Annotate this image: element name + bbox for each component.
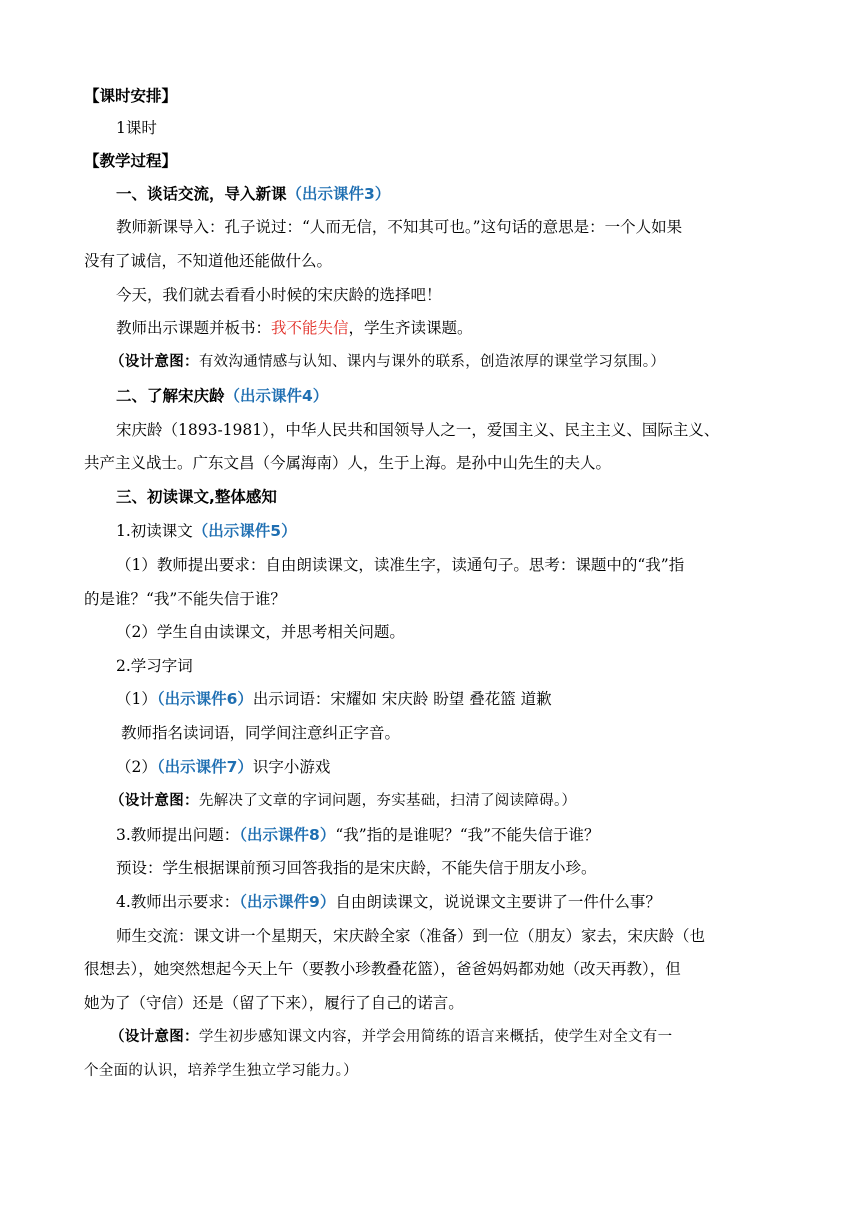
part3-s2-p1-text: 出示词语：宋耀如 宋庆龄 盼望 叠花篮 道歉 <box>252 690 552 708</box>
part3-s1-p1-line1: （1）教师提出要求：自由朗读课文，读准生字，读通句子。思考：课题中的“我”指 <box>116 556 685 574</box>
lesson-title-highlight: 我不能失信 <box>271 319 349 337</box>
lesson-schedule-heading: 【课时安排】 <box>84 87 178 105</box>
part3-s2-title: 2.学习字词 <box>116 657 193 675</box>
part3-design-intent-3-line2: 个全面的认识，培养学生独立学习能力。） <box>84 1063 358 1079</box>
part3-design-intent-3-line1 <box>110 1026 672 1048</box>
part1-paragraph1-line1: 教师新课导入：孔子说过：“人而无信，不知其可也。”这句话的意思是：一个人如果 <box>116 218 683 236</box>
part3-s3-preset: 预设：学生根据课前预习回答我指的是宋庆龄，不能失信于朋友小珍。 <box>116 859 597 877</box>
part1-paragraph3 <box>116 317 473 339</box>
part3-s4-line3: 她为了（守信）还是（留了下来），履行了自己的诺言。 <box>84 994 464 1012</box>
design-intent-label: （设计意图： <box>110 353 199 370</box>
teaching-process-heading: 【教学过程】 <box>84 152 178 170</box>
part3-s3-text: “我”指的是谁呢？“我”不能失信于谁？ <box>335 826 600 844</box>
part3-s3-ref: （出示课件8） <box>239 826 336 844</box>
part1-p3-suffix: ，学生齐读课题。 <box>348 319 473 337</box>
lesson-schedule-content: 1课时 <box>116 119 157 137</box>
part3-s4-line1: 师生交流：课文讲一个星期天，宋庆龄全家（准备）到一位（朋友）家去，宋庆龄（也 <box>116 927 706 945</box>
part3-s2-p2-ref: （出示课件7） <box>156 758 253 776</box>
part2-title: 二、了解宋庆龄 <box>116 387 225 405</box>
part2-line1: 宋庆龄（1893-1981），中华人民共和国领导人之一，爱国主义、民主主义、国际主义、 <box>116 421 720 439</box>
part1-design-intent <box>110 351 665 373</box>
part3-s1-ref: （出示课件5） <box>192 522 297 540</box>
design-intent-text: 学生初步感知课文内容，并学会用简练的语言来概括，使学生对全文有一 <box>198 1029 673 1045</box>
part3-s2-p1b: 教师指名读词语，同学间注意纠正字音。 <box>121 724 401 742</box>
part3-s2-p2 <box>116 756 330 778</box>
part1-title-line <box>116 183 390 205</box>
part3-s3 <box>116 824 600 846</box>
part3-s4-prefix: 4.教师出示要求： <box>116 893 240 911</box>
part1-ref: （出示课件3） <box>286 185 391 203</box>
part3-s1-p1-line2: 的是谁？“我”不能失信于谁？ <box>84 590 286 608</box>
part3-s1-p2: （2）学生自由读课文，并思考相关问题。 <box>116 623 405 641</box>
part1-paragraph2: 今天，我们就去看看小时候的宋庆龄的选择吧！ <box>116 286 442 304</box>
part1-title: 一、谈话交流，导入新课 <box>116 185 287 203</box>
part1-p3-prefix: 教师出示课题并板书： <box>116 319 272 337</box>
part2-ref: （出示课件4） <box>224 387 329 405</box>
part3-s3-prefix: 3.教师提出问题： <box>116 826 240 844</box>
design-intent-text: 先解决了文章的字词问题，夯实基础，扫清了阅读障碍。） <box>198 793 577 809</box>
design-intent-label: （设计意图： <box>110 792 199 809</box>
part3-s2-p2-prefix: （2） <box>116 758 157 776</box>
design-intent-label: （设计意图： <box>110 1028 199 1045</box>
part3-s2-p1-ref: （出示课件6） <box>156 690 253 708</box>
part3-s4 <box>116 891 661 913</box>
part3-s2-p1-prefix: （1） <box>116 690 157 708</box>
part3-s1-title: 1.初读课文 <box>116 522 193 540</box>
part3-title: 三、初读课文,整体感知 <box>116 488 277 506</box>
part3-s4-text: 自由朗读课文，说说课文主要讲了一件什么事？ <box>335 893 661 911</box>
part3-design-intent-2 <box>110 790 576 812</box>
part3-s1-title-line <box>116 520 297 542</box>
part3-s2-p2-text: 识字小游戏 <box>252 758 331 776</box>
part3-s4-ref: （出示课件9） <box>239 893 336 911</box>
part1-paragraph1-line2: 没有了诚信，不知道他还能做什么。 <box>84 252 333 270</box>
part2-title-line <box>116 385 328 407</box>
part2-line2: 共产主义战士。广东文昌（今属海南）人，生于上海。是孙中山先生的夫人。 <box>84 454 612 472</box>
design-intent-text: 有效沟通情感与认知、课内与课外的联系，创造浓厚的课堂学习氛围。） <box>198 354 666 370</box>
part3-s4-line2: 很想去），她突然想起今天上午（要教小珍教叠花篮），爸爸妈妈都劝她（改天再教），但 <box>84 960 681 978</box>
part3-s2-p1 <box>116 688 552 710</box>
